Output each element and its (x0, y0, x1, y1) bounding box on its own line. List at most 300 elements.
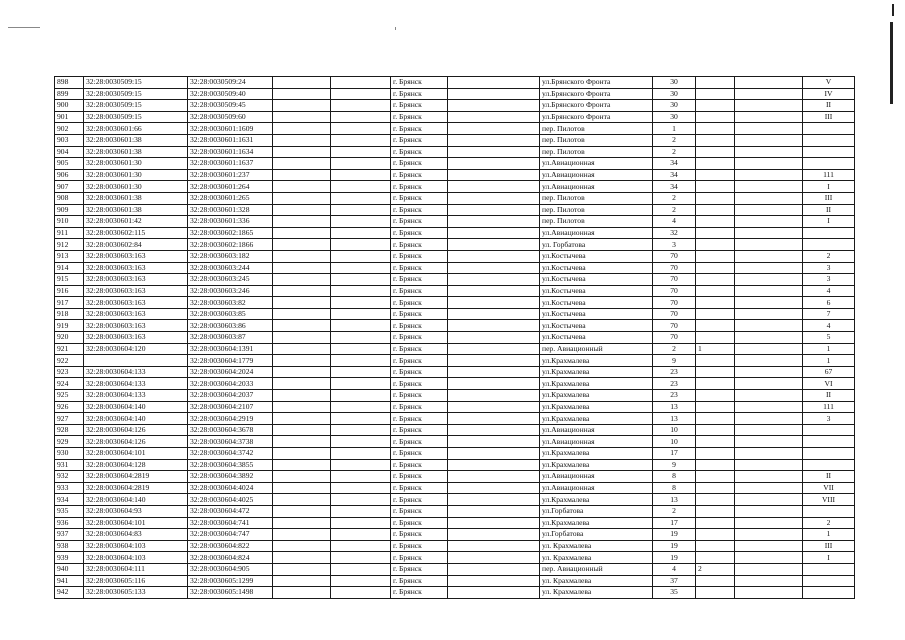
row-number-cell: 928 (55, 424, 84, 436)
register-table-body (55, 77, 855, 599)
house-number-cell: 10 (653, 436, 696, 448)
city-cell: г. Брянск (391, 471, 448, 483)
empty-cell (448, 459, 540, 471)
row-number-cell: 915 (55, 274, 84, 286)
empty-cell (331, 123, 391, 135)
table-row (55, 77, 855, 89)
table-row (55, 587, 855, 599)
house-number-cell: 19 (653, 540, 696, 552)
house-number-cell: 70 (653, 297, 696, 309)
object-cadastral-cell: 32:28:0030603:245 (188, 274, 273, 286)
table-row (55, 459, 855, 471)
premises-number-cell: VI (803, 378, 855, 390)
table-row (55, 285, 855, 297)
empty-cell (331, 332, 391, 344)
empty-cell (331, 494, 391, 506)
empty-cell (448, 563, 540, 575)
empty-cell (331, 100, 391, 112)
building-number-cell (696, 297, 735, 309)
premises-number-cell: 3 (803, 413, 855, 425)
empty-cell (273, 459, 331, 471)
parcel-cadastral-cell: 32:28:0030605:116 (84, 575, 188, 587)
empty-cell (273, 308, 331, 320)
empty-cell (448, 424, 540, 436)
house-number-cell: 70 (653, 274, 696, 286)
object-cadastral-cell: 32:28:0030603:246 (188, 285, 273, 297)
object-cadastral-cell: 32:28:0030509:24 (188, 77, 273, 89)
building-number-cell (696, 274, 735, 286)
street-cell: пер. Пилотов (540, 216, 653, 228)
empty-cell (331, 158, 391, 170)
row-number-cell: 921 (55, 343, 84, 355)
table-row (55, 494, 855, 506)
city-cell: г. Брянск (391, 401, 448, 413)
street-cell: пер. Пилотов (540, 204, 653, 216)
row-number-cell: 929 (55, 436, 84, 448)
row-number-cell: 910 (55, 216, 84, 228)
street-cell: ул.Костычева (540, 320, 653, 332)
parcel-cadastral-cell: 32:28:0030603:163 (84, 274, 188, 286)
city-cell: г. Брянск (391, 100, 448, 112)
empty-cell (448, 262, 540, 274)
building-number-cell (696, 239, 735, 251)
premises-number-cell: 111 (803, 169, 855, 181)
parcel-cadastral-cell: 32:28:0030604:140 (84, 494, 188, 506)
empty-cell (331, 482, 391, 494)
object-cadastral-cell: 32:28:0030604:1779 (188, 355, 273, 367)
empty-cell (735, 181, 803, 193)
city-cell: г. Брянск (391, 192, 448, 204)
table-row (55, 413, 855, 425)
empty-cell (735, 204, 803, 216)
empty-cell (331, 552, 391, 564)
premises-number-cell: IV (803, 88, 855, 100)
premises-number-cell: VIII (803, 494, 855, 506)
building-number-cell (696, 111, 735, 123)
row-number-cell: 938 (55, 540, 84, 552)
empty-cell (448, 158, 540, 170)
empty-cell (273, 274, 331, 286)
city-cell: г. Брянск (391, 436, 448, 448)
city-cell: г. Брянск (391, 274, 448, 286)
table-row (55, 216, 855, 228)
street-cell: ул.Костычева (540, 332, 653, 344)
table-row (55, 204, 855, 216)
empty-cell (331, 471, 391, 483)
empty-cell (331, 216, 391, 228)
parcel-cadastral-cell (84, 355, 188, 367)
city-cell: г. Брянск (391, 297, 448, 309)
house-number-cell: 2 (653, 505, 696, 517)
empty-cell (273, 413, 331, 425)
city-cell: г. Брянск (391, 552, 448, 564)
city-cell: г. Брянск (391, 169, 448, 181)
row-number-cell: 934 (55, 494, 84, 506)
object-cadastral-cell: 32:28:0030604:2919 (188, 413, 273, 425)
city-cell: г. Брянск (391, 332, 448, 344)
row-number-cell: 899 (55, 88, 84, 100)
house-number-cell: 34 (653, 169, 696, 181)
row-number-cell: 907 (55, 181, 84, 193)
row-number-cell: 922 (55, 355, 84, 367)
scan-artifact (892, 4, 894, 16)
object-cadastral-cell: 32:28:0030603:182 (188, 250, 273, 262)
object-cadastral-cell: 32:28:0030604:2024 (188, 366, 273, 378)
empty-cell (331, 424, 391, 436)
street-cell: ул.Костычева (540, 262, 653, 274)
premises-number-cell: III (803, 192, 855, 204)
empty-cell (448, 100, 540, 112)
row-number-cell: 936 (55, 517, 84, 529)
premises-number-cell: 3 (803, 262, 855, 274)
empty-cell (331, 378, 391, 390)
city-cell: г. Брянск (391, 448, 448, 460)
premises-number-cell: I (803, 181, 855, 193)
empty-cell (735, 250, 803, 262)
parcel-cadastral-cell: 32:28:0030601:30 (84, 158, 188, 170)
object-cadastral-cell: 32:28:0030604:741 (188, 517, 273, 529)
empty-cell (448, 297, 540, 309)
building-number-cell (696, 332, 735, 344)
table-row (55, 332, 855, 344)
empty-cell (331, 227, 391, 239)
empty-cell (273, 250, 331, 262)
street-cell: ул.Авиационная (540, 482, 653, 494)
house-number-cell: 13 (653, 494, 696, 506)
premises-number-cell: 4 (803, 320, 855, 332)
house-number-cell: 30 (653, 100, 696, 112)
premises-number-cell: 111 (803, 401, 855, 413)
city-cell: г. Брянск (391, 575, 448, 587)
city-cell: г. Брянск (391, 308, 448, 320)
object-cadastral-cell: 32:28:0030604:3892 (188, 471, 273, 483)
empty-cell (273, 482, 331, 494)
street-cell: ул.Костычева (540, 308, 653, 320)
empty-cell (735, 88, 803, 100)
premises-number-cell: VII (803, 482, 855, 494)
row-number-cell: 939 (55, 552, 84, 564)
house-number-cell: 1 (653, 123, 696, 135)
empty-cell (448, 529, 540, 541)
parcel-cadastral-cell: 32:28:0030604:111 (84, 563, 188, 575)
empty-cell (448, 448, 540, 460)
empty-cell (448, 482, 540, 494)
building-number-cell (696, 181, 735, 193)
table-row (55, 355, 855, 367)
building-number-cell (696, 424, 735, 436)
row-number-cell: 930 (55, 448, 84, 460)
parcel-cadastral-cell: 32:28:0030603:163 (84, 308, 188, 320)
empty-cell (735, 123, 803, 135)
house-number-cell: 2 (653, 146, 696, 158)
row-number-cell: 941 (55, 575, 84, 587)
table-row (55, 378, 855, 390)
empty-cell (735, 575, 803, 587)
object-cadastral-cell: 32:28:0030604:822 (188, 540, 273, 552)
empty-cell (331, 308, 391, 320)
building-number-cell: 1 (696, 343, 735, 355)
empty-cell (448, 227, 540, 239)
empty-cell (735, 413, 803, 425)
empty-cell (448, 320, 540, 332)
building-number-cell (696, 529, 735, 541)
object-cadastral-cell: 32:28:0030604:2107 (188, 401, 273, 413)
parcel-cadastral-cell: 32:28:0030601:38 (84, 146, 188, 158)
object-cadastral-cell: 32:28:0030603:82 (188, 297, 273, 309)
parcel-cadastral-cell: 32:28:0030601:38 (84, 192, 188, 204)
row-number-cell: 908 (55, 192, 84, 204)
parcel-cadastral-cell: 32:28:0030604:2819 (84, 482, 188, 494)
city-cell: г. Брянск (391, 320, 448, 332)
object-cadastral-cell: 32:28:0030604:3742 (188, 448, 273, 460)
object-cadastral-cell: 32:28:0030601:1609 (188, 123, 273, 135)
empty-cell (273, 355, 331, 367)
building-number-cell (696, 169, 735, 181)
empty-cell (448, 343, 540, 355)
parcel-cadastral-cell: 32:28:0030603:163 (84, 262, 188, 274)
object-cadastral-cell: 32:28:0030604:4024 (188, 482, 273, 494)
parcel-cadastral-cell: 32:28:0030602:115 (84, 227, 188, 239)
empty-cell (735, 401, 803, 413)
parcel-cadastral-cell: 32:28:0030601:38 (84, 134, 188, 146)
empty-cell (273, 262, 331, 274)
empty-cell (448, 181, 540, 193)
empty-cell (331, 436, 391, 448)
empty-cell (735, 587, 803, 599)
building-number-cell (696, 552, 735, 564)
premises-number-cell (803, 459, 855, 471)
empty-cell (331, 413, 391, 425)
street-cell: ул.Авиационная (540, 436, 653, 448)
empty-cell (331, 587, 391, 599)
row-number-cell: 931 (55, 459, 84, 471)
city-cell: г. Брянск (391, 540, 448, 552)
empty-cell (735, 436, 803, 448)
object-cadastral-cell: 32:28:0030601:328 (188, 204, 273, 216)
empty-cell (735, 471, 803, 483)
premises-number-cell: 4 (803, 285, 855, 297)
street-cell: пер. Пилотов (540, 134, 653, 146)
table-row (55, 471, 855, 483)
empty-cell (448, 401, 540, 413)
empty-cell (735, 262, 803, 274)
table-row (55, 250, 855, 262)
premises-number-cell: 6 (803, 297, 855, 309)
house-number-cell: 19 (653, 552, 696, 564)
empty-cell (273, 424, 331, 436)
street-cell: ул.Костычева (540, 274, 653, 286)
premises-number-cell: III (803, 111, 855, 123)
table-row (55, 146, 855, 158)
parcel-cadastral-cell: 32:28:0030604:101 (84, 517, 188, 529)
empty-cell (735, 227, 803, 239)
building-number-cell (696, 459, 735, 471)
house-number-cell: 70 (653, 332, 696, 344)
scan-artifact (890, 22, 893, 104)
street-cell: ул.Авиационная (540, 471, 653, 483)
premises-number-cell (803, 448, 855, 460)
city-cell: г. Брянск (391, 343, 448, 355)
city-cell: г. Брянск (391, 227, 448, 239)
building-number-cell (696, 77, 735, 89)
row-number-cell: 918 (55, 308, 84, 320)
street-cell: ул.Брянского Фронта (540, 77, 653, 89)
empty-cell (273, 88, 331, 100)
building-number-cell (696, 216, 735, 228)
empty-cell (448, 390, 540, 402)
house-number-cell: 23 (653, 378, 696, 390)
empty-cell (735, 366, 803, 378)
table-row (55, 227, 855, 239)
empty-cell (331, 146, 391, 158)
object-cadastral-cell: 32:28:0030602:1865 (188, 227, 273, 239)
house-number-cell: 9 (653, 355, 696, 367)
parcel-cadastral-cell: 32:28:0030603:163 (84, 297, 188, 309)
empty-cell (735, 169, 803, 181)
empty-cell (448, 285, 540, 297)
empty-cell (735, 297, 803, 309)
street-cell: ул. Горбатова (540, 239, 653, 251)
parcel-cadastral-cell: 32:28:0030604:103 (84, 552, 188, 564)
street-cell: ул.Авиационная (540, 424, 653, 436)
empty-cell (448, 111, 540, 123)
premises-number-cell (803, 239, 855, 251)
object-cadastral-cell: 32:28:0030604:2033 (188, 378, 273, 390)
table-row (55, 529, 855, 541)
table-row (55, 343, 855, 355)
empty-cell (331, 297, 391, 309)
object-cadastral-cell: 32:28:0030509:40 (188, 88, 273, 100)
parcel-cadastral-cell: 32:28:0030509:15 (84, 100, 188, 112)
empty-cell (273, 471, 331, 483)
object-cadastral-cell: 32:28:0030601:1634 (188, 146, 273, 158)
empty-cell (735, 320, 803, 332)
city-cell: г. Брянск (391, 355, 448, 367)
street-cell: ул.Крахмалева (540, 517, 653, 529)
house-number-cell: 19 (653, 529, 696, 541)
empty-cell (735, 285, 803, 297)
object-cadastral-cell: 32:28:0030601:237 (188, 169, 273, 181)
house-number-cell: 10 (653, 424, 696, 436)
house-number-cell: 4 (653, 563, 696, 575)
street-cell: ул.Крахмалева (540, 413, 653, 425)
parcel-cadastral-cell: 32:28:0030604:140 (84, 413, 188, 425)
table-row (55, 274, 855, 286)
street-cell: ул.Брянского Фронта (540, 100, 653, 112)
city-cell: г. Брянск (391, 250, 448, 262)
empty-cell (735, 239, 803, 251)
premises-number-cell (803, 158, 855, 170)
object-cadastral-cell: 32:28:0030603:85 (188, 308, 273, 320)
empty-cell (273, 332, 331, 344)
building-number-cell (696, 436, 735, 448)
empty-cell (331, 111, 391, 123)
street-cell: ул. Крахмалева (540, 540, 653, 552)
building-number-cell (696, 366, 735, 378)
object-cadastral-cell: 32:28:0030601:264 (188, 181, 273, 193)
street-cell: ул. Крахмалева (540, 552, 653, 564)
parcel-cadastral-cell: 32:28:0030601:42 (84, 216, 188, 228)
house-number-cell: 32 (653, 227, 696, 239)
row-number-cell: 940 (55, 563, 84, 575)
city-cell: г. Брянск (391, 505, 448, 517)
premises-number-cell (803, 146, 855, 158)
row-number-cell: 906 (55, 169, 84, 181)
street-cell: ул.Брянского Фронта (540, 111, 653, 123)
empty-cell (448, 204, 540, 216)
empty-cell (448, 239, 540, 251)
city-cell: г. Брянск (391, 146, 448, 158)
parcel-cadastral-cell: 32:28:0030602:84 (84, 239, 188, 251)
city-cell: г. Брянск (391, 158, 448, 170)
house-number-cell: 23 (653, 390, 696, 402)
parcel-cadastral-cell: 32:28:0030603:163 (84, 332, 188, 344)
empty-cell (273, 181, 331, 193)
building-number-cell (696, 285, 735, 297)
premises-number-cell: 3 (803, 274, 855, 286)
house-number-cell: 2 (653, 204, 696, 216)
empty-cell (273, 204, 331, 216)
empty-cell (735, 517, 803, 529)
empty-cell (448, 134, 540, 146)
empty-cell (448, 192, 540, 204)
city-cell: г. Брянск (391, 216, 448, 228)
table-row (55, 88, 855, 100)
empty-cell (448, 77, 540, 89)
city-cell: г. Брянск (391, 134, 448, 146)
empty-cell (448, 436, 540, 448)
empty-cell (273, 540, 331, 552)
row-number-cell: 920 (55, 332, 84, 344)
premises-number-cell: 1 (803, 529, 855, 541)
empty-cell (735, 100, 803, 112)
house-number-cell: 17 (653, 448, 696, 460)
empty-cell (273, 297, 331, 309)
empty-cell (273, 575, 331, 587)
register-table (54, 76, 855, 599)
row-number-cell: 913 (55, 250, 84, 262)
parcel-cadastral-cell: 32:28:0030604:133 (84, 366, 188, 378)
empty-cell (735, 563, 803, 575)
building-number-cell (696, 100, 735, 112)
city-cell: г. Брянск (391, 413, 448, 425)
street-cell: пер. Пилотов (540, 146, 653, 158)
house-number-cell: 8 (653, 471, 696, 483)
building-number-cell (696, 250, 735, 262)
table-row (55, 401, 855, 413)
empty-cell (273, 448, 331, 460)
parcel-cadastral-cell: 32:28:0030604:2819 (84, 471, 188, 483)
premises-number-cell: 2 (803, 250, 855, 262)
building-number-cell (696, 355, 735, 367)
empty-cell (331, 285, 391, 297)
empty-cell (735, 192, 803, 204)
house-number-cell: 30 (653, 77, 696, 89)
table-row (55, 436, 855, 448)
table-row (55, 424, 855, 436)
table-row (55, 192, 855, 204)
object-cadastral-cell: 32:28:0030603:244 (188, 262, 273, 274)
city-cell: г. Брянск (391, 529, 448, 541)
city-cell: г. Брянск (391, 262, 448, 274)
object-cadastral-cell: 32:28:0030602:1866 (188, 239, 273, 251)
empty-cell (735, 459, 803, 471)
street-cell: ул.Брянского Фронта (540, 88, 653, 100)
empty-cell (448, 250, 540, 262)
building-number-cell (696, 320, 735, 332)
house-number-cell: 2 (653, 134, 696, 146)
parcel-cadastral-cell: 32:28:0030604:101 (84, 448, 188, 460)
